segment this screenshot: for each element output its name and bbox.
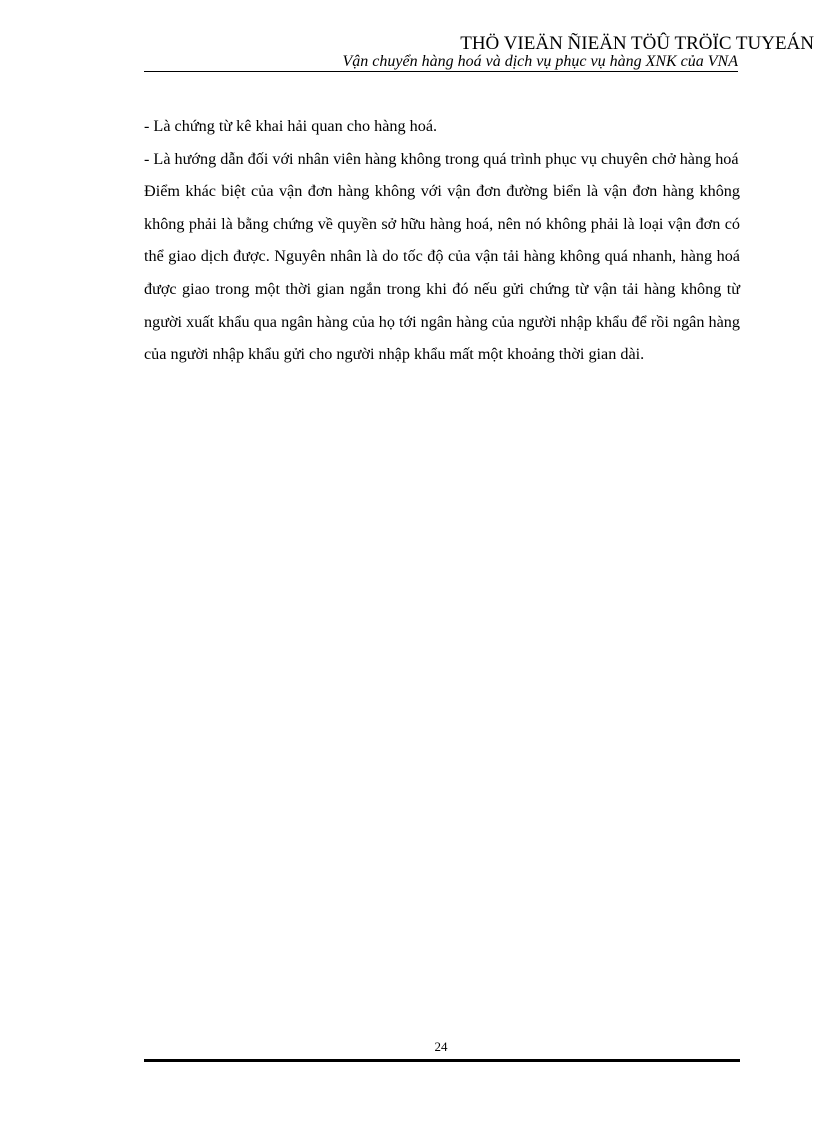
page-number: 24: [434, 1039, 448, 1054]
paragraph-staff-guidance: - Là hướng dẫn đối với nhân viên hàng không trong quá trình phục vụ chuyên chở hàng hoá: [144, 149, 739, 168]
library-watermark: THÖ VIEÄN ÑIEÄN TÖÛ TRÖÏC TUYEÁN: [460, 33, 814, 54]
header-divider: [144, 71, 738, 72]
footer-divider: [144, 1059, 740, 1062]
running-header-title: Vận chuyển hàng hoá và dịch vụ phục vụ hàng XNK của VNA: [342, 53, 738, 70]
paragraph-customs-declaration: - Là chứng từ kê khai hải quan cho hàng hoá.: [144, 117, 438, 135]
body-text: [144, 110, 740, 371]
paragraph-airway-bill-difference: Điểm khác biệt của vận đơn hàng không với vận đơn đường biển là vận đơn hàng không không phải là bằng chứng về quyền sở hữu hàng hoá, nên nó không phải là loại vận đơn có thể giao dịch được. Nguyên nhân là do tốc độ của vận tải hàng không quá nhanh, hàng hoá được giao trong một thời gian ngắn trong khi đó nếu gửi chứng từ vận tải hàng không từ người xuất khẩu qua ngân hàng của họ tới ngân hàng của người nhập khẩu để rồi ngân hàng của người nhập khẩu gửi cho người nhập khẩu mất một khoảng thời gian dài.: [144, 182, 740, 364]
